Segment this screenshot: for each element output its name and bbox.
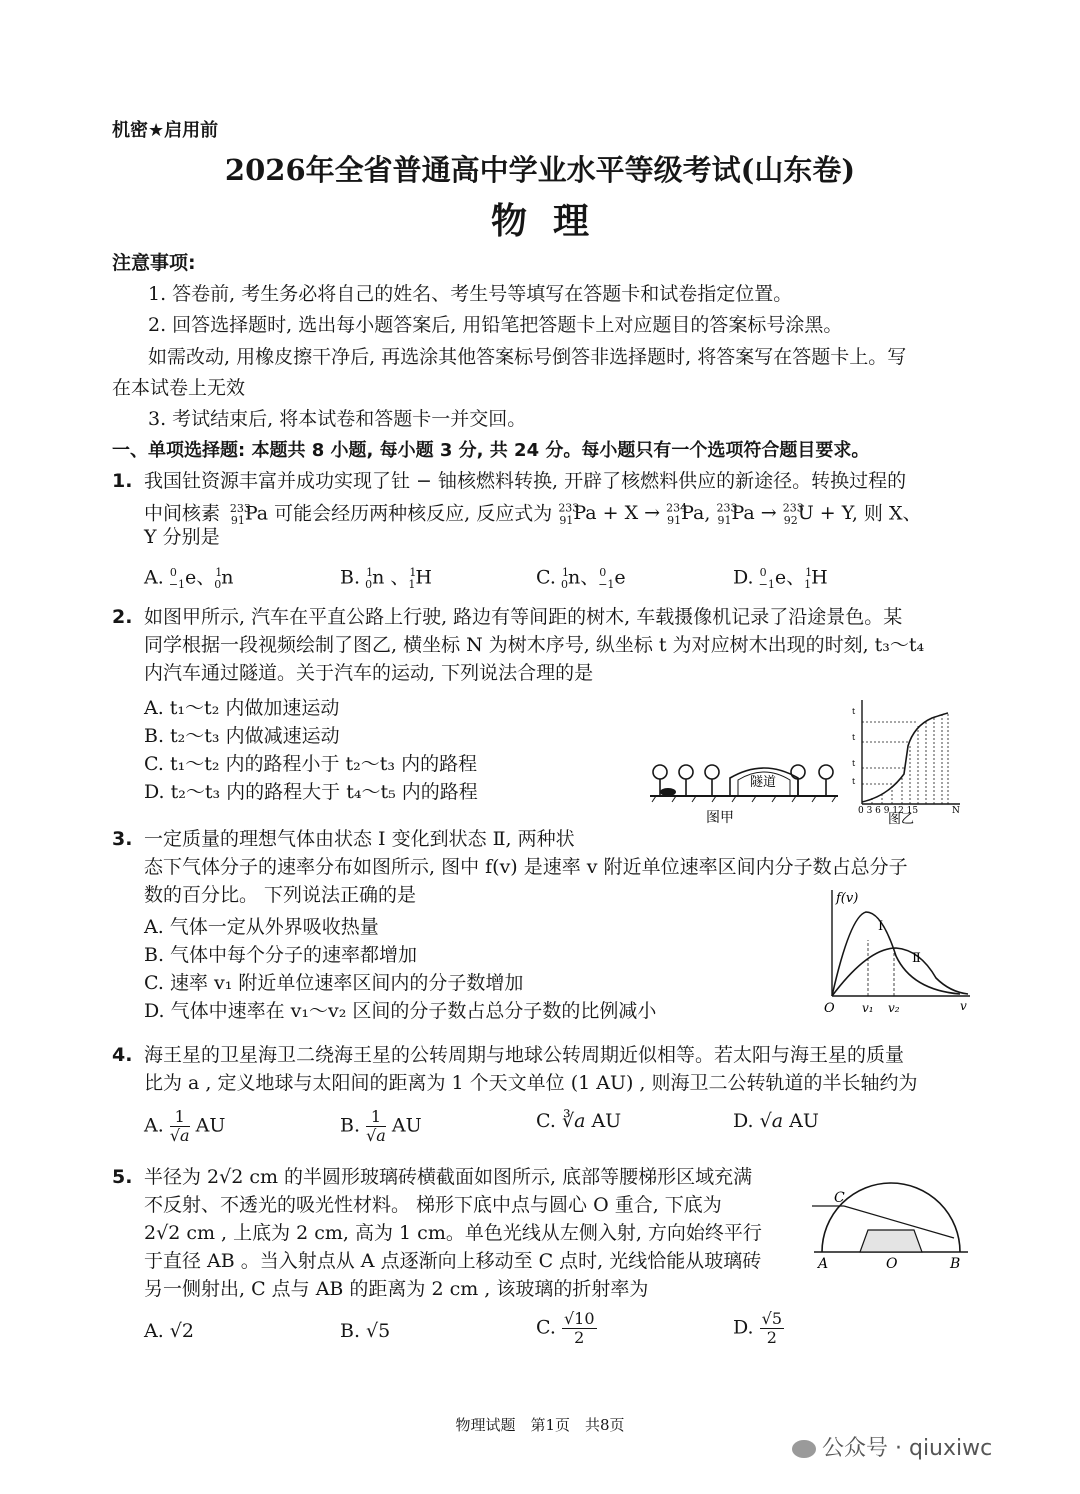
note-2: 2. 回答选择题时, 选出每小题答案后, 用铅笔把答题卡上对应题目的答案标号涂黑。 (148, 314, 843, 336)
q1-option-c[interactable]: C. $^1_0$n、$^0_{-1}$e (536, 566, 626, 592)
figure-a-road-tunnel (646, 744, 842, 826)
svg-text:t: t (852, 707, 856, 716)
page-footer: 物理试题 第1页 共8页 (455, 1416, 625, 1434)
wechat-icon (792, 1440, 816, 1458)
notes-heading: 注意事项: (112, 252, 196, 274)
question-4-line-1: 海王星的卫星海卫二绕海王星的公转周期与地球公转周期近似相等。若太阳与海王星的质量 (144, 1044, 905, 1066)
question-3-line-1: 一定质量的理想气体由状态 Ⅰ 变化到状态 Ⅱ, 两种状 (144, 828, 575, 850)
question-5-number: 5. (112, 1166, 133, 1188)
q1-nuclide-pa: $^{233}_{91}$Pa (229, 502, 269, 528)
question-4-line-2: 比为 a , 定义地球与太阳间的距离为 1 个天文单位 (1 AU) , 则海卫二公转轨道的半长轴约为 (144, 1072, 918, 1094)
question-1-number: 1. (112, 470, 133, 492)
q3-option-c[interactable]: C. 速率 v₁ 附近单位速率区间内的分子数增加 (144, 972, 524, 994)
q5-option-d[interactable]: D. $\frac{√5}{2}$ (733, 1309, 783, 1347)
question-3-line-3: 数的百分比。 下列说法正确的是 (144, 884, 417, 906)
trapezoid-absorber (860, 1230, 922, 1252)
figure-a-caption: 图甲 (706, 810, 734, 826)
question-2-line-3: 内汽车通过隧道。关于汽车的运动, 下列说法合理的是 (144, 662, 594, 684)
question-1-line-1: 我国钍资源丰富并成功实现了钍 − 铀核燃料转换, 开辟了核燃料供应的新途径。转换过程的 (144, 470, 907, 492)
section-1-heading: 一、单项选择题: 本题共 8 小题, 每小题 3 分, 共 24 分。每小题只有一个选项符合题目要求。 (112, 440, 870, 461)
question-2-line-1: 如图甲所示, 汽车在平直公路上行驶, 路边有等间距的树木, 车载摄像机记录了沿途景色。某 (144, 606, 903, 628)
q2-option-d[interactable]: D. t₂～t₃ 内的路程大于 t₄～t₅ 内的路程 (144, 781, 478, 803)
question-5-line-1: 半径为 2√2 cm 的半圆形玻璃砖横截面如图所示, 底部等腰梯形区域充满 (144, 1166, 753, 1188)
fig-ylabel: f(v) (836, 891, 859, 906)
question-5-line-3: 2√2 cm , 上底为 2 cm, 高为 1 cm。单色光线从左侧入射, 方向始终平行 (144, 1222, 762, 1244)
fig-xlabel: v (960, 999, 967, 1013)
q4-option-a[interactable]: A. $\frac{1}{√a}$ AU (144, 1107, 226, 1145)
question-3-number: 3. (112, 828, 133, 850)
q5-option-b[interactable]: B. √5 (340, 1320, 391, 1342)
q4-option-b[interactable]: B. $\frac{1}{√a}$ AU (340, 1107, 422, 1145)
note-2-continued: 如需改动, 用橡皮擦干净后, 再选涂其他答案标号倒答非选择题时, 将答案写在答题卡上。写 (148, 346, 907, 368)
fig-curve-2-label: Ⅱ (912, 951, 921, 966)
figure-b-caption: 图乙 (888, 812, 915, 826)
question-1-line-3: Y 分别是 (144, 526, 220, 548)
q1-text-b: 可能会经历两种核反应, 反应式为 (274, 502, 553, 525)
car-icon (660, 788, 676, 796)
question-2-line-2: 同学根据一段视频绘制了图乙, 横坐标 N 为树木序号, 纵坐标 t 为对应树木出现的时刻, t₃～t₄ (144, 634, 925, 656)
q1-reaction-1: $^{233}_{91}$Pa + X → $^{234}_{91}$Pa (558, 502, 705, 528)
q5-option-c[interactable]: C. $\frac{√10}{2}$ (536, 1309, 595, 1347)
q3-option-a[interactable]: A. 气体一定从外界吸收热量 (144, 916, 379, 938)
q1-option-a[interactable]: A. $^0_{-1}$e、$^1_0$n (144, 566, 234, 592)
question-1-line-2: 中间核素 $^{233}_{91}$Pa 可能会经历两种核反应, 反应式为 $^{233}_{91}$Pa + X → $^{234}_{91}$Pa, $^{233}_{91}$Pa → $^{233}_{92}$U + Y, 则 X、 (144, 496, 922, 534)
question-3-line-2: 态下气体分子的速率分布如图所示, 图中 f(v) 是速率 v 附近单位速率区间内分子数占总分子 (144, 856, 908, 878)
figure-semicircle-glass (808, 1180, 972, 1274)
curve-2 (832, 948, 968, 996)
note-2-end: 在本试卷上无效 (112, 377, 246, 399)
t-curve (862, 713, 948, 802)
q1-text-c: , 则 X、 (851, 502, 922, 525)
question-4-number: 4. (112, 1044, 133, 1066)
question-5-line-2: 不反射、不透光的吸光性材料。 梯形下底中点与圆心 O 重合, 下底为 (144, 1194, 722, 1216)
figure-speed-distribution (820, 886, 976, 1020)
q4-option-c[interactable]: C. ∛a AU (536, 1110, 622, 1132)
q1-text-a: 中间核素 (144, 502, 221, 525)
confidential-label: 机密★启用前 (112, 120, 219, 141)
figure-b-t-vs-n-graph (848, 696, 966, 826)
question-5-line-4: 于直径 AB 。当入射点从 A 点逐渐向上移动至 C 点时, 光线恰能从玻璃砖 (144, 1250, 762, 1272)
tunnel-label: 隧道 (750, 775, 777, 790)
svg-text:t: t (852, 733, 856, 742)
q5-option-a[interactable]: A. √2 (144, 1320, 194, 1342)
question-2-number: 2. (112, 606, 133, 628)
q1-option-d[interactable]: D. $^0_{-1}$e、$^1_1$H (733, 566, 828, 592)
svg-text:t: t (852, 777, 856, 786)
q2-option-c[interactable]: C. t₁～t₂ 内的路程小于 t₂～t₃ 内的路程 (144, 753, 478, 775)
watermark: 公众号 · qiuxiwc (792, 1436, 992, 1462)
axis-ticks: 0 3 6 9 12 15 (858, 806, 919, 816)
q3-option-b[interactable]: B. 气体中每个分子的速率都增加 (144, 944, 418, 966)
svg-text:t: t (852, 759, 856, 768)
q4-option-d[interactable]: D. √a AU (733, 1110, 819, 1132)
q3-option-d[interactable]: D. 气体中速率在 v₁～v₂ 区间的分子数占总分子数的比例减小 (144, 1000, 657, 1022)
fig-curve-1-label: Ⅰ (878, 919, 884, 934)
fig-v2: v₂ (888, 1001, 900, 1015)
fig-point-c: C (834, 1190, 845, 1206)
q2-option-a[interactable]: A. t₁～t₂ 内做加速运动 (144, 697, 340, 719)
fig-point-a: A (818, 1256, 829, 1272)
question-5-line-5: 另一侧射出, C 点与 AB 的距离为 2 cm , 该玻璃的折射率为 (144, 1278, 649, 1300)
subject-title: 物理 (490, 200, 615, 242)
note-1: 1. 答卷前, 考生务必将自己的姓名、考生号等填写在答题卡和试卷指定位置。 (148, 283, 793, 305)
fig-point-o: O (886, 1256, 898, 1272)
curve-1 (832, 912, 960, 996)
note-3: 3. 考试结束后, 将本试卷和答题卡一并交回。 (148, 408, 527, 430)
axis-n-label: N (952, 806, 960, 816)
q2-option-b[interactable]: B. t₂～t₃ 内做减速运动 (144, 725, 340, 747)
fig-origin: O (824, 1001, 835, 1016)
fig-v1: v₁ (862, 1001, 874, 1015)
fig-point-b: B (950, 1256, 961, 1272)
tree-icons (653, 765, 833, 796)
q1-option-b[interactable]: B. $^1_0$n 、$^1_1$H (340, 566, 432, 592)
exam-title: 2026年全省普通高中学业水平等级考试(山东卷) (224, 153, 856, 187)
q1-reaction-2: $^{233}_{91}$Pa → $^{233}_{92}$U + Y (716, 502, 852, 528)
